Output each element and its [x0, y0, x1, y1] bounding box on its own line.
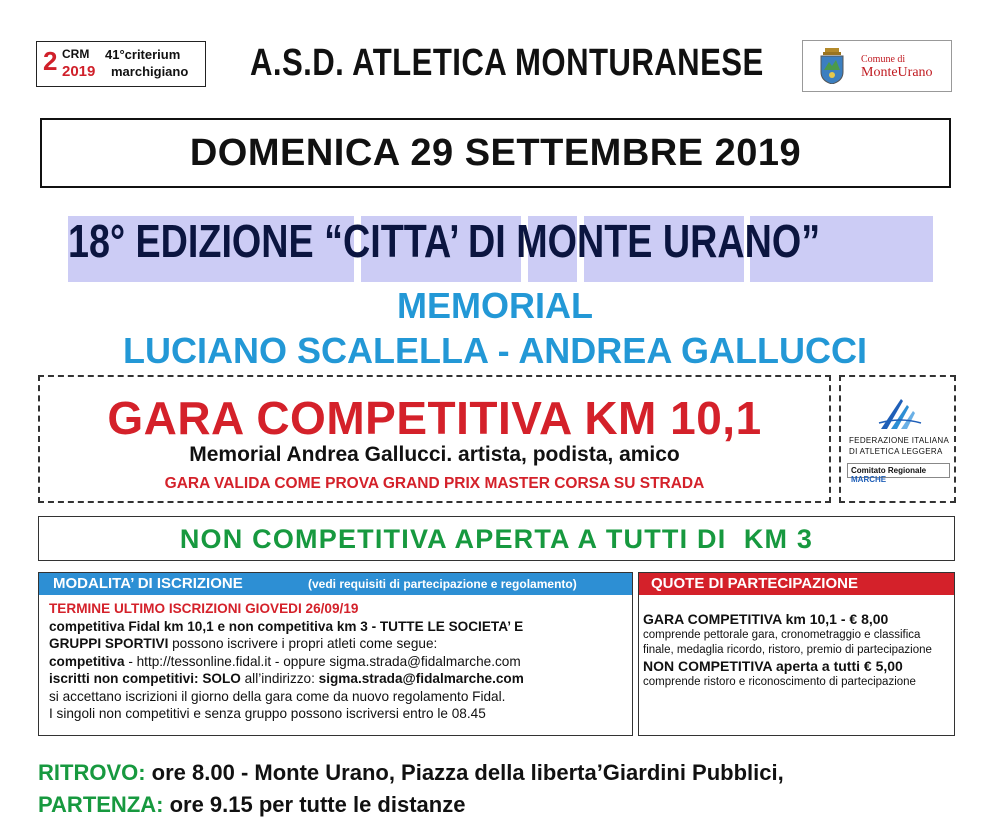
- registration-box: [38, 572, 633, 736]
- registration-body: [49, 600, 629, 723]
- date-box: [40, 118, 951, 188]
- non-competitive-box: [38, 516, 955, 561]
- registration-header: [39, 573, 632, 595]
- comune-name: MonteUrano: [861, 65, 933, 80]
- registration-line7: I singoli non competitivi e senza gruppo possono iscriversi entro le 08.45: [49, 706, 486, 721]
- meeting-details: ore 8.00 - Monte Urano, Piazza della liberta’Giardini Pubblici,: [145, 760, 784, 785]
- registration-heading-note: (vedi requisiti di partecipazione e regolamento): [308, 577, 577, 591]
- fees-box: [638, 572, 955, 736]
- fidal-name-line1: FEDERAZIONE ITALIANA: [849, 436, 950, 445]
- competitive-fee-desc: comprende pettorale gara, cronometraggio e classifica finale, medaglia ricordo, ristoro, premio di partecipazione: [643, 629, 932, 656]
- fidal-name-line2: DI ATLETICA LEGGERA: [849, 447, 943, 456]
- registration-email: sigma.strada@fidalmarche.com: [318, 671, 524, 686]
- noncompetitive-fee-desc: comprende ristoro e riconoscimento di partecipazione: [643, 676, 916, 688]
- competitive-subtitle: Memorial Andrea Gallucci. artista, podista, amico: [189, 443, 680, 466]
- fidal-logo-icon: [877, 395, 923, 431]
- registration-line4-bold: competitiva: [49, 653, 125, 669]
- noncompetitive-fee: NON COMPETITIVA aperta a tutti € 5,00: [643, 658, 903, 674]
- criterium-region: marchigiano: [111, 64, 189, 79]
- registration-line6: si accettano iscrizioni il giorno della gara come da nuovo regolamento Fidal.: [49, 688, 506, 704]
- non-competitive-title: NON COMPETITIVA APERTA A TUTTI DI KM 3: [179, 524, 814, 554]
- club-name: A.S.D. ATLETICA MONTURANESE: [250, 42, 764, 84]
- comune-label: Comune di: [861, 54, 906, 65]
- crm-logo: [36, 41, 206, 87]
- start-label: PARTENZA:: [38, 792, 164, 817]
- criterium-label: 41°criterium: [105, 47, 181, 62]
- registration-deadline: TERMINE ULTIMO ISCRIZIONI GIOVEDI 26/09/19: [49, 601, 359, 616]
- fidal-committee: [847, 463, 950, 484]
- registration-line5-bold: iscritti non competitivi: SOLO: [49, 671, 241, 686]
- start-details: ore 9.15 per tutte le distanze: [163, 792, 466, 817]
- crm-logo-text: CRM: [62, 47, 90, 61]
- registration-line3: possono iscrivere i propri atleti come segue:: [168, 636, 438, 651]
- fees-heading: QUOTE DI PARTECIPAZIONE: [651, 575, 858, 592]
- coat-of-arms-icon: [819, 48, 845, 84]
- registration-line4: - http://tessonline.fidal.it - oppure sigma.strada@fidalmarche.com: [124, 653, 521, 669]
- comune-logo: [802, 40, 952, 92]
- event-date: DOMENICA 29 SETTEMBRE 2019: [189, 132, 802, 174]
- competitive-validity: GARA VALIDA COME PROVA GRAND PRIX MASTER CORSA SU STRADA: [164, 475, 705, 492]
- crm-logo-year: 2019: [62, 63, 96, 80]
- memorial-names: LUCIANO SCALELLA - ANDREA GALLUCCI: [123, 330, 867, 371]
- meeting-label: RITROVO:: [38, 760, 146, 785]
- fidal-region: MARCHE: [851, 475, 887, 484]
- competitive-title: GARA COMPETITIVA KM 10,1: [107, 392, 762, 444]
- competitive-race-box: [38, 375, 831, 503]
- competitive-fee: GARA COMPETITIVA km 10,1 - € 8,00: [643, 611, 889, 627]
- edition-title: 18° EDIZIONE “CITTA’ DI MONTE URANO”: [68, 215, 821, 267]
- fees-header: [639, 573, 954, 595]
- registration-line5: all’indirizzo:: [240, 671, 319, 686]
- fees-body: [643, 611, 953, 690]
- meeting-point: [38, 760, 784, 786]
- registration-line2: competitiva Fidal km 10,1 e non competitiva km 3 - TUTTE LE SOCIETA’ E: [49, 618, 524, 634]
- registration-line3-bold: GRUPPI SPORTIVI: [49, 636, 169, 651]
- registration-heading: MODALITA’ DI ISCRIZIONE: [53, 575, 243, 592]
- fidal-committee-label: Comitato Regionale: [851, 466, 927, 475]
- fidal-logo-box: [839, 375, 956, 503]
- crm-logo-number: 2: [43, 46, 58, 76]
- start-time: [38, 792, 465, 818]
- memorial-title: MEMORIAL: [397, 285, 593, 326]
